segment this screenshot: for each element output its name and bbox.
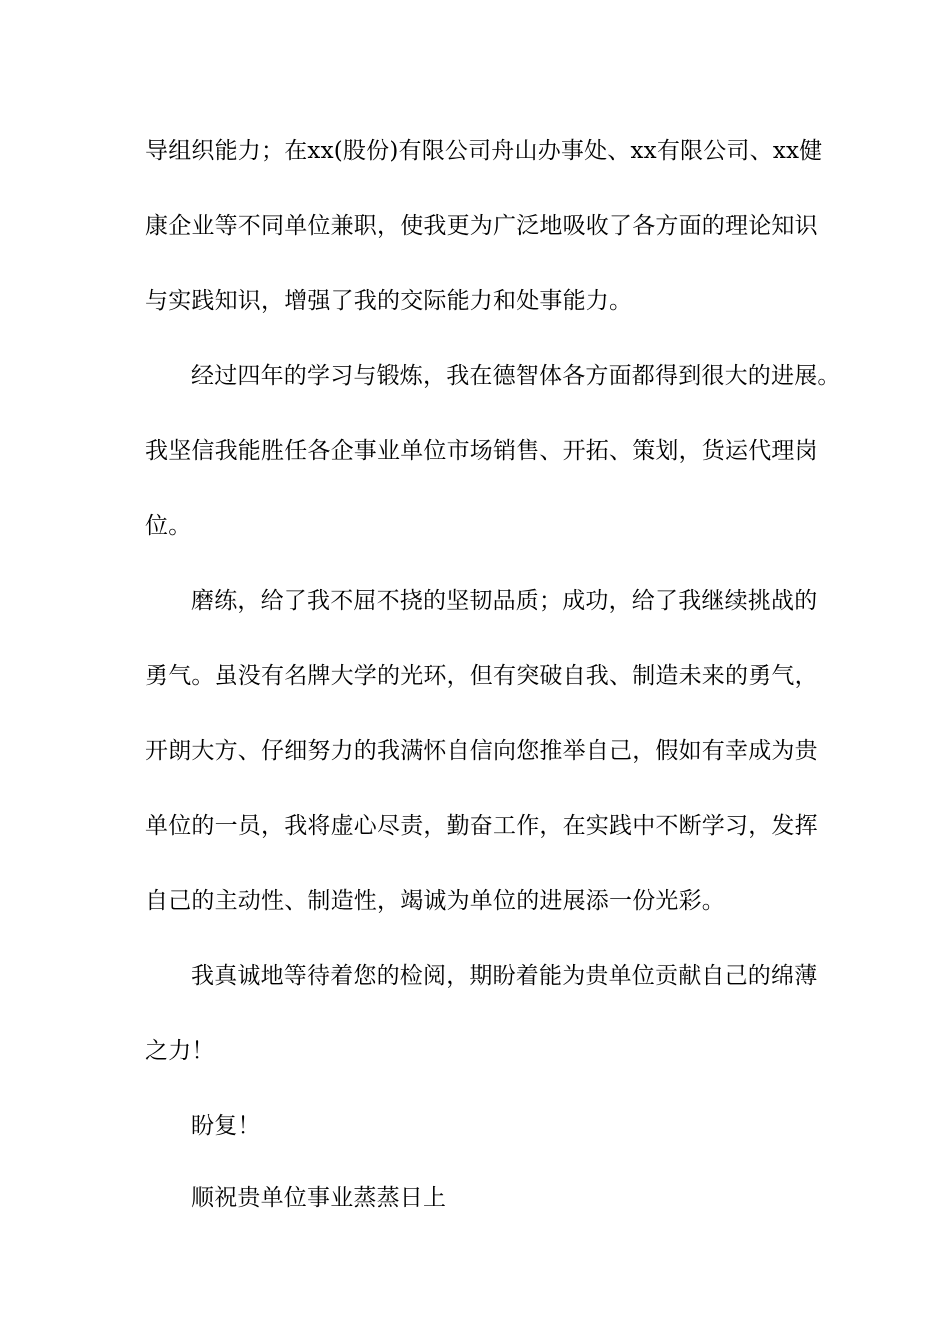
paragraph-line: 我真诚地等待着您的检阅，期盼着能为贵单位贡献自己的绵薄 [191, 963, 818, 989]
paragraph-line: 与实践知识，增强了我的交际能力和处事能力。 [145, 288, 633, 314]
paragraph-line: 磨练，给了我不屈不挠的坚韧品质；成功，给了我继续挑战的 [191, 588, 818, 614]
paragraph-line: 我坚信我能胜任各企事业单位市场销售、开拓、策划，货运代理岗 [145, 438, 818, 464]
paragraph-line: 盼复！ [191, 1113, 261, 1139]
paragraph-line: 开朗大方、仔细努力的我满怀自信向您推举自己，假如有幸成为贵 [145, 738, 818, 764]
paragraph-line: 之力！ [145, 1038, 215, 1064]
paragraph-line: 单位的一员，我将虚心尽责，勤奋工作，在实践中不断学习，发挥 [145, 813, 818, 839]
paragraph-line: 位。 [145, 513, 192, 539]
paragraph-line: 自己的主动性、制造性，竭诚为单位的进展添一份光彩。 [145, 888, 725, 914]
paragraph-line: 康企业等不同单位兼职，使我更为广泛地吸收了各方面的理论知识 [145, 213, 818, 239]
paragraph-line: 导组织能力；在xx(股份)有限公司舟山办事处、xx有限公司、xx健 [145, 138, 823, 164]
paragraph-line: 顺祝贵单位事业蒸蒸日上 [191, 1185, 447, 1211]
paragraph-line: 勇气。虽没有名牌大学的光环，但有突破自我、制造未来的勇气， [145, 663, 818, 689]
paragraph-line: 经过四年的学习与锻炼，我在德智体各方面都得到很大的进展。 [191, 363, 841, 389]
